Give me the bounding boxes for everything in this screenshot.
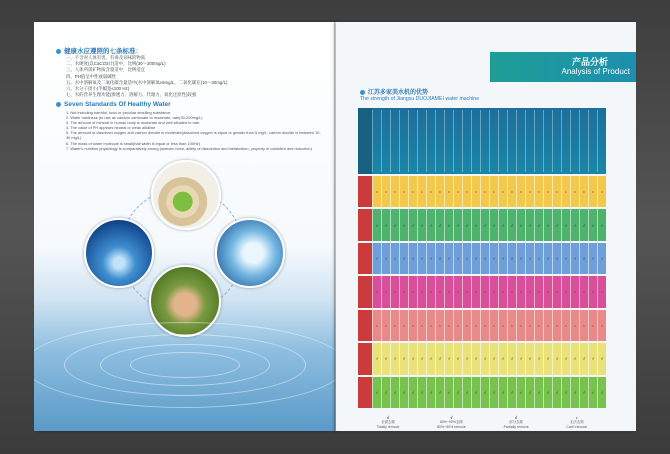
row-label — [358, 310, 372, 341]
table-cell: √ — [372, 243, 381, 274]
table-cell: • — [417, 310, 426, 341]
legend-symbol: √ — [387, 415, 390, 420]
table-cell: • — [561, 276, 570, 307]
table-header-cell — [543, 110, 552, 172]
legend-label-en: Can't remove — [566, 425, 588, 429]
table-cell: • — [498, 310, 507, 341]
strength-heading-en: The strength of Jiangsu DUOJIAMEI water machine — [360, 96, 480, 102]
table-row — [358, 243, 606, 274]
table-header-cell — [597, 110, 606, 172]
table-cell: • — [498, 176, 507, 207]
legend-label-cn: 80%~90%去除 — [439, 420, 464, 424]
table-header-cell — [588, 110, 597, 172]
row-label — [358, 243, 372, 274]
table-cell: √ — [390, 343, 399, 374]
table-cell: • — [507, 276, 516, 307]
table-cell: √ — [597, 209, 606, 240]
faucet-vegetables-photo — [151, 160, 221, 230]
table-cell: • — [561, 176, 570, 207]
row-label — [358, 209, 372, 240]
table-cell: √ — [489, 343, 498, 374]
table-cell: • — [408, 310, 417, 341]
table-cell: √ — [480, 243, 489, 274]
table-cell: √ — [453, 343, 462, 374]
table-cell: √ — [471, 243, 480, 274]
table-cell: • — [372, 276, 381, 307]
table-cell: √ — [534, 243, 543, 274]
table-header-cell — [417, 110, 426, 172]
table-cell: √ — [507, 243, 516, 274]
product-title-en: Analysis of Product — [561, 67, 630, 76]
list-item: 五、水中溶解氧及二氧化碳含量适中(水中溶解氧≥6mg/L，二氧化碳在(10～30mg/L) — [66, 79, 228, 85]
table-header-cell — [507, 110, 516, 172]
table-cell: √ — [408, 377, 417, 408]
table-cell: • — [480, 276, 489, 307]
table-cell: • — [471, 310, 480, 341]
table-cell: • — [543, 276, 552, 307]
table-cell: • — [390, 276, 399, 307]
row-label — [358, 377, 372, 408]
legend-label-en: Totally remove — [376, 425, 400, 429]
table-cell: √ — [498, 209, 507, 240]
table-cell: √ — [381, 343, 390, 374]
list-item: 5. The amount of dissolved oxygen and carbon dioxide is moderate(dissolved oxygen is equal or greater than 6 mg/L, carbon dioxide is between 10-30 mg/L) — [66, 130, 321, 141]
list-item: 二、水硬度(以CaCO3计)适中，比例(30～200mg/L) — [66, 61, 166, 67]
table-cell: • — [390, 310, 399, 341]
table-cell: √ — [498, 243, 507, 274]
table-cell: √ — [399, 377, 408, 408]
table-cell: √ — [399, 343, 408, 374]
table-cell: √ — [480, 377, 489, 408]
table-cell: √ — [489, 243, 498, 274]
table-cell: • — [543, 176, 552, 207]
list-item: 7. Water's nutrition physiology is comparatively strong (osmotic force, ability of dissolution and metabolism, property of oxidation and reduction) — [66, 145, 312, 151]
table-cell: √ — [471, 343, 480, 374]
list-item: 2. Water hardness (to use as calcium carbonate to moderate, rate(30-200mg/L) — [66, 115, 203, 121]
table-header-cell — [426, 110, 435, 172]
table-header-cell — [570, 110, 579, 172]
bullet-icon — [56, 102, 61, 107]
table-cell: • — [534, 310, 543, 341]
table-cell: √ — [516, 343, 525, 374]
table-cell: • — [399, 310, 408, 341]
table-cell: • — [507, 176, 516, 207]
table-cell: √ — [552, 377, 561, 408]
cn-standards-list — [66, 55, 316, 98]
legend-item — [503, 415, 529, 429]
table-header-row — [358, 108, 606, 174]
legend-label-en: 80%~90% remove — [437, 425, 466, 429]
table-cell: • — [534, 176, 543, 207]
table-cell: • — [588, 276, 597, 307]
legend-label-cn: 全面去除 — [381, 420, 396, 424]
table-cell: • — [570, 176, 579, 207]
table-cell: • — [597, 310, 606, 341]
table-cell: • — [471, 276, 480, 307]
legend-item — [376, 415, 400, 429]
table-cell: • — [516, 176, 525, 207]
table-cell: • — [399, 176, 408, 207]
table-cell: √ — [588, 377, 597, 408]
table-cell: • — [444, 276, 453, 307]
table-row — [358, 377, 606, 408]
table-cell: √ — [525, 343, 534, 374]
table-cell: √ — [372, 343, 381, 374]
table-cell: √ — [390, 243, 399, 274]
table-cell: • — [426, 276, 435, 307]
legend-label-cn: 无法去除 — [569, 420, 584, 424]
table-row — [358, 276, 606, 307]
table-cell: • — [579, 176, 588, 207]
table-cell: √ — [570, 243, 579, 274]
en-standards-list — [66, 110, 324, 151]
list-item: 6. The mass of water molecule is small(half width is equal or less than 100Hz) — [66, 140, 200, 146]
table-cell: • — [417, 176, 426, 207]
table-cell: √ — [435, 377, 444, 408]
table-cell: √ — [444, 209, 453, 240]
table-cell: √ — [489, 209, 498, 240]
table-cell: √ — [471, 209, 480, 240]
legend-symbol: • — [576, 415, 578, 420]
table-cell: √ — [534, 209, 543, 240]
table-cell: • — [597, 176, 606, 207]
bullet-icon — [360, 90, 365, 95]
product-title-cn: 产品分析 — [571, 57, 608, 67]
table-cell: • — [381, 276, 390, 307]
table-cell: • — [552, 176, 561, 207]
list-item: 4. The value of PH appears neutral or weak alkaline — [66, 125, 156, 131]
table-cell: √ — [507, 343, 516, 374]
table-cell: √ — [516, 377, 525, 408]
table-cell: √ — [480, 209, 489, 240]
table-cell: √ — [426, 209, 435, 240]
list-item: 四、PH值呈中性或弱碱性 — [66, 73, 117, 79]
table-cell: √ — [453, 243, 462, 274]
en-standards-heading: Seven Standards Of Healthy Water — [56, 101, 171, 108]
left-page — [34, 22, 336, 431]
table-cell: √ — [480, 343, 489, 374]
table-cell: √ — [561, 209, 570, 240]
table-cell: • — [444, 310, 453, 341]
table-cell: √ — [381, 243, 390, 274]
table-cell: • — [372, 176, 381, 207]
table-cell: • — [588, 310, 597, 341]
table-header-cell — [579, 110, 588, 172]
table-cell: √ — [453, 209, 462, 240]
table-header-cell — [462, 110, 471, 172]
legend-item — [566, 415, 588, 429]
table-cell: √ — [462, 343, 471, 374]
table-cell: √ — [579, 343, 588, 374]
table-cell: √ — [534, 343, 543, 374]
table-cell: • — [561, 310, 570, 341]
table-cell: • — [516, 276, 525, 307]
table-cell: √ — [453, 377, 462, 408]
table-cell: √ — [381, 209, 390, 240]
table-cell: • — [534, 276, 543, 307]
table-cell: √ — [552, 209, 561, 240]
table-cell: • — [516, 310, 525, 341]
table-cell: √ — [570, 209, 579, 240]
table-cell: √ — [417, 343, 426, 374]
table-cell: • — [453, 276, 462, 307]
list-item: 三、人体所需矿物质含量适中，比例适宜 — [66, 67, 146, 73]
table-cell: √ — [498, 377, 507, 408]
table-header-cell — [399, 110, 408, 172]
table-header-corner — [358, 108, 372, 174]
table-cell: • — [444, 176, 453, 207]
product-analysis-header — [490, 52, 636, 82]
table-row — [358, 343, 606, 374]
table-cell: √ — [417, 209, 426, 240]
table-cell: • — [489, 310, 498, 341]
row-label — [358, 343, 372, 374]
table-cell: √ — [525, 243, 534, 274]
table-cell: √ — [390, 377, 399, 408]
table-cell: √ — [435, 343, 444, 374]
table-cell: • — [597, 276, 606, 307]
table-header-cell — [552, 110, 561, 172]
table-cell: • — [471, 176, 480, 207]
row-label — [358, 176, 372, 207]
table-cell: √ — [543, 243, 552, 274]
table-cell: √ — [552, 243, 561, 274]
table-cell: • — [462, 276, 471, 307]
table-cell: √ — [444, 243, 453, 274]
table-header-cell — [390, 110, 399, 172]
table-header-cell — [480, 110, 489, 172]
table-cell: • — [435, 310, 444, 341]
table-cell: √ — [597, 243, 606, 274]
row-label — [358, 276, 372, 307]
table-cell: √ — [597, 343, 606, 374]
legend-label-cn: 部分去除 — [509, 420, 524, 424]
table-cell: √ — [552, 343, 561, 374]
table-cell: • — [453, 310, 462, 341]
list-item: 1. Not including harmful, toxic or peculiar smelling substance — [66, 110, 171, 115]
list-item: 3. The amount of mineral in human body is moderate and well situated in rate. — [66, 120, 201, 126]
table-cell: √ — [543, 377, 552, 408]
table-cell: √ — [525, 209, 534, 240]
table-cell: • — [480, 310, 489, 341]
table-cell: • — [525, 176, 534, 207]
table-cell: • — [435, 176, 444, 207]
list-item: 六、水分子团小(半幅宽≤100 Hz) — [66, 86, 130, 92]
water-ripple — [34, 322, 336, 408]
table-cell: √ — [507, 377, 516, 408]
table-cell: • — [489, 176, 498, 207]
table-cell: √ — [570, 343, 579, 374]
strength-heading-cn: 江苏多家美水机的优势 — [360, 87, 428, 96]
table-row — [358, 176, 606, 207]
legend-label-en: Partially remove — [503, 425, 529, 429]
table-cell: √ — [462, 377, 471, 408]
table-row — [358, 310, 606, 341]
legend-symbol: √ — [515, 415, 518, 420]
table-cell: √ — [426, 377, 435, 408]
table-row — [358, 209, 606, 240]
table-cell: √ — [399, 209, 408, 240]
table-cell: • — [570, 310, 579, 341]
table-header-cell — [444, 110, 453, 172]
right-page — [336, 22, 636, 431]
table-cell: √ — [534, 377, 543, 408]
table-cell: • — [552, 276, 561, 307]
table-cell: √ — [408, 343, 417, 374]
legend-symbol: √ — [450, 415, 453, 420]
table-cell: • — [462, 310, 471, 341]
table-cell: • — [552, 310, 561, 341]
table-cell: • — [588, 176, 597, 207]
cn-standards-heading: 健康水应遵照的七条标准： — [56, 46, 142, 55]
table-header-cell — [525, 110, 534, 172]
table-header-cell — [408, 110, 417, 172]
table-header-cell — [489, 110, 498, 172]
table-cell: √ — [462, 209, 471, 240]
table-cell: √ — [525, 377, 534, 408]
table-cell: √ — [489, 377, 498, 408]
table-cell: √ — [543, 209, 552, 240]
table-cell: √ — [561, 243, 570, 274]
table-cell: √ — [408, 243, 417, 274]
comparison-table — [358, 108, 606, 410]
table-cell: √ — [408, 209, 417, 240]
table-cell: √ — [381, 377, 390, 408]
table-cell: √ — [570, 377, 579, 408]
table-cell: √ — [390, 209, 399, 240]
table-cell: √ — [516, 209, 525, 240]
table-header-cell — [516, 110, 525, 172]
table-cell: • — [579, 310, 588, 341]
table-cell: √ — [435, 243, 444, 274]
table-cell: • — [399, 276, 408, 307]
table-header-cell — [372, 110, 381, 172]
table-header-cell — [561, 110, 570, 172]
table-cell: • — [435, 276, 444, 307]
table-cell: √ — [462, 243, 471, 274]
table-cell: • — [525, 310, 534, 341]
table-cell: √ — [579, 243, 588, 274]
table-cell: √ — [417, 243, 426, 274]
table-cell: √ — [579, 377, 588, 408]
table-cell: √ — [372, 377, 381, 408]
table-cell: • — [498, 276, 507, 307]
table-cell: √ — [597, 377, 606, 408]
water-glass-photo — [215, 218, 285, 288]
table-cell: √ — [435, 209, 444, 240]
table-header-cell — [498, 110, 507, 172]
table-cell: √ — [543, 343, 552, 374]
water-drop-photo — [84, 218, 154, 288]
table-header-cell — [435, 110, 444, 172]
table-cell: √ — [588, 209, 597, 240]
table-cell: • — [579, 276, 588, 307]
table-cell: • — [489, 276, 498, 307]
table-cell: • — [426, 176, 435, 207]
table-cell: • — [417, 276, 426, 307]
table-cell: √ — [417, 377, 426, 408]
bullet-icon — [56, 49, 61, 54]
table-cell: • — [408, 176, 417, 207]
table-cell: √ — [426, 243, 435, 274]
table-header-cell — [453, 110, 462, 172]
list-item: 七、水的营养生理功能(渗透力、溶解力、代谢力、氧化还原性)较强 — [66, 92, 197, 98]
table-cell: • — [453, 176, 462, 207]
table-cell: √ — [444, 377, 453, 408]
table-cell: √ — [561, 343, 570, 374]
table-cell: √ — [507, 209, 516, 240]
table-cell: • — [525, 276, 534, 307]
table-header-cell — [471, 110, 480, 172]
table-cell: √ — [426, 343, 435, 374]
table-header-cell — [381, 110, 390, 172]
table-cell: √ — [471, 377, 480, 408]
table-cell: √ — [516, 243, 525, 274]
table-cell: • — [381, 176, 390, 207]
table-cell: • — [543, 310, 552, 341]
list-item: 一、不含对人体有害、有毒及异味的物质 — [66, 55, 146, 60]
table-cell: • — [426, 310, 435, 341]
table-cell: • — [381, 310, 390, 341]
legend-item — [437, 415, 466, 429]
table-cell: √ — [579, 209, 588, 240]
table-cell: • — [570, 276, 579, 307]
table-cell: √ — [498, 343, 507, 374]
table-cell: • — [372, 310, 381, 341]
table-cell: √ — [561, 377, 570, 408]
table-cell: • — [507, 310, 516, 341]
table-cell: √ — [372, 209, 381, 240]
table-header-cell — [534, 110, 543, 172]
table-cell: • — [462, 176, 471, 207]
table-cell: √ — [444, 343, 453, 374]
table-cell: √ — [588, 343, 597, 374]
table-cell: √ — [588, 243, 597, 274]
table-legend — [358, 415, 606, 429]
table-cell: • — [390, 176, 399, 207]
table-cell: √ — [399, 243, 408, 274]
table-cell: • — [480, 176, 489, 207]
table-cell: • — [408, 276, 417, 307]
